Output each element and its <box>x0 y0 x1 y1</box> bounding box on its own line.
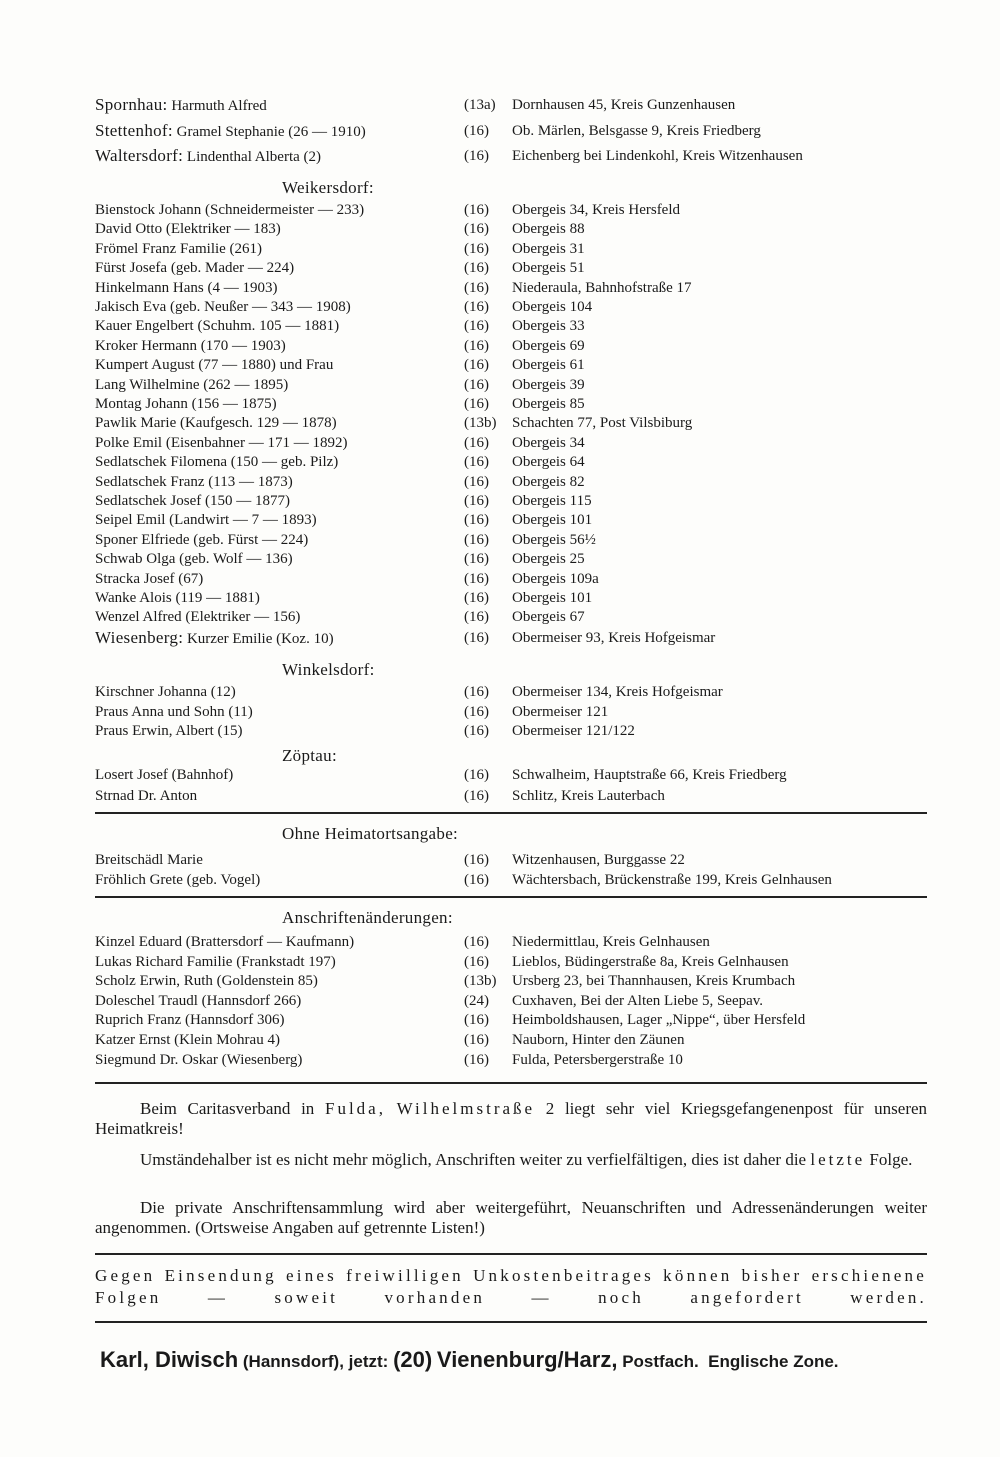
entry-name: Sponer Elfriede (geb. Fürst — 224) <box>95 531 309 548</box>
entry-row <box>0 628 1000 648</box>
postal-zone-code: (13a) <box>464 97 496 113</box>
entry-name: Siegmund Dr. Oskar (Wiesenberg) <box>95 1051 303 1068</box>
entry-address: Schwalheim, Hauptstraße 66, Kreis Friedberg <box>512 767 787 783</box>
entry-name: Praus Anna und Sohn (11) <box>95 703 253 720</box>
place-name: Stettenhof: <box>95 121 173 140</box>
entry-address: Obergeis 101 <box>512 512 593 529</box>
postal-zone-code: (16) <box>464 493 489 509</box>
entry-name: Kumpert August (77 — 1880) und Frau <box>95 357 334 374</box>
entry-address: Obergeis 64 <box>512 454 585 471</box>
postal-zone-code: (16) <box>464 299 489 315</box>
section-divider <box>95 1253 927 1255</box>
entry-row <box>0 95 1000 115</box>
postal-zone-code: (16) <box>464 872 489 888</box>
postal-zone-code: (16) <box>464 221 489 238</box>
postal-zone-code: (16) <box>464 123 489 139</box>
entry-name: Doleschel Traudl (Hannsdorf 266) <box>95 992 302 1009</box>
publisher-postfach: Postfach. <box>622 1352 699 1371</box>
postal-zone-code: (16) <box>464 609 489 626</box>
publisher-zone: Englische Zone. <box>708 1352 839 1371</box>
entry-row <box>0 702 1000 722</box>
entry-name: Sedlatschek Franz (113 — 1873) <box>95 473 293 490</box>
postal-zone-code: (16) <box>464 473 489 490</box>
entry-name: Praus Erwin, Albert (15) <box>95 723 243 739</box>
section-divider <box>95 1082 927 1084</box>
postal-zone-code: (16) <box>464 1032 489 1048</box>
publisher-footer <box>100 1345 930 1377</box>
postal-zone-code: (13b) <box>464 415 497 432</box>
postal-zone-code: (16) <box>464 703 489 720</box>
section-divider <box>95 896 927 898</box>
entry-address: Nauborn, Hinter den Zäunen <box>512 1032 685 1048</box>
entry-row <box>0 510 1000 530</box>
entry-name: Losert Josef (Bahnhof) <box>95 767 234 783</box>
postal-zone-code: (24) <box>464 992 489 1009</box>
entry-name: Lang Wilhelmine (262 — 1895) <box>95 376 289 393</box>
entry-row <box>0 971 1000 991</box>
entry-row <box>0 433 1000 453</box>
entry-name: Breitschädl Marie <box>95 852 203 868</box>
entry-address: Obermeiser 121 <box>512 703 609 720</box>
entry-name: Wenzel Alfred (Elektriker — 156) <box>95 609 301 626</box>
entry-row <box>0 549 1000 569</box>
publisher-origin: (Hannsdorf), jetzt: <box>242 1352 389 1371</box>
entry-address: Obergeis 56½ <box>512 531 596 548</box>
entry-address: Obergeis 104 <box>512 299 593 315</box>
entry-row <box>0 413 1000 433</box>
entry-address: Obergeis 82 <box>512 473 585 490</box>
postal-zone-code: (16) <box>464 434 489 451</box>
entry-name: Kauer Engelbert (Schuhm. 105 — 1881) <box>95 318 340 335</box>
entry-row <box>0 258 1000 278</box>
entry-address: Obergeis 115 <box>512 493 592 509</box>
postal-zone-code: (16) <box>464 767 489 783</box>
entry-row <box>0 991 1000 1011</box>
entry-name: Spornhau: Harmuth Alfred <box>95 95 267 114</box>
postal-zone-code: (16) <box>464 953 489 970</box>
entry-address: Obergeis 67 <box>512 609 585 626</box>
entry-name: Jakisch Eva (geb. Neußer — 343 — 1908) <box>95 299 351 315</box>
entry-row <box>0 121 1000 141</box>
entry-name: Wanke Alois (119 — 1881) <box>95 590 260 606</box>
entry-address: Obermeiser 121/122 <box>512 723 635 739</box>
postal-zone-code: (16) <box>464 357 489 374</box>
entry-address: Obergeis 85 <box>512 396 585 412</box>
entry-row <box>0 336 1000 356</box>
entry-address: Schlitz, Kreis Lauterbach <box>512 788 665 804</box>
entry-row <box>0 316 1000 336</box>
entry-row <box>0 1010 1000 1030</box>
entry-row <box>0 239 1000 259</box>
postal-zone-code: (16) <box>464 396 489 412</box>
entry-row <box>0 607 1000 627</box>
entry-name: Pawlik Marie (Kaufgesch. 129 — 1878) <box>95 415 337 432</box>
paragraph-anschriftensammlung: Die private Anschriftensammlung wird aber weitergeführt, Neuanschriften und Adressenänderungen weiter angenommen. (Ortsweise Angaben auf getrennte Listen!) <box>95 1198 927 1237</box>
entry-name: Strnad Dr. Anton <box>95 788 198 804</box>
entry-row <box>0 297 1000 317</box>
section-heading-ohne-heimatort: Ohne Heimatortsangabe: <box>282 824 459 843</box>
postal-zone-code: (16) <box>464 934 489 950</box>
entry-name: Montag Johann (156 — 1875) <box>95 396 277 412</box>
entry-address: Cuxhaven, Bei der Alten Liebe 5, Seepav. <box>512 992 764 1009</box>
entry-name: Stettenhof: Gramel Stephanie (26 — 1910) <box>95 121 366 140</box>
entry-address: Heimboldshausen, Lager „Nippe“, über Hersfeld <box>512 1012 806 1029</box>
section-heading-winkelsdorf: Winkelsdorf: <box>282 660 375 679</box>
entry-row <box>0 932 1000 952</box>
entry-row <box>0 870 1000 890</box>
postal-zone-code: (16) <box>464 788 489 804</box>
entry-name: Kroker Hermann (170 — 1903) <box>95 337 286 354</box>
entry-address: Witzenhausen, Burggasse 22 <box>512 852 685 868</box>
entry-name: Frömel Franz Familie (261) <box>95 240 263 257</box>
entry-row <box>0 786 1000 806</box>
entry-address: Lieblos, Büdingerstraße 8a, Kreis Gelnhausen <box>512 953 789 970</box>
place-name: Wiesenberg: <box>95 628 184 647</box>
paragraph-kriegsgefangenenpost: Beim Caritasverband in Fulda, Wilhelmstraße 2 liegt sehr viel Kriegsgefangenenpost für unseren Heimatkreis! <box>95 1099 928 1138</box>
entry-address: Niedermittlau, Kreis Gelnhausen <box>512 934 710 950</box>
section-heading-zoeptau: Zöptau: <box>282 746 337 765</box>
entry-address: Obergeis 34 <box>512 434 585 451</box>
place-name: Spornhau: <box>95 95 168 114</box>
entry-name: Sedlatschek Filomena (150 — geb. Pilz) <box>95 454 339 471</box>
paragraph-letzte-folge: Umständehalber ist es nicht mehr möglich, Anschriften weiter zu verfielfältigen, dies ist daher die letzte Folge. <box>140 1150 913 1169</box>
publisher-name: Karl, Diwisch <box>100 1347 239 1372</box>
place-name: Waltersdorf: <box>95 146 184 165</box>
postal-zone-code: (16) <box>464 148 489 164</box>
section-heading-weikersdorf: Weikersdorf: <box>282 178 374 197</box>
publisher-code: (20) <box>393 1347 433 1372</box>
entry-name: Sedlatschek Josef (150 — 1877) <box>95 493 290 509</box>
postal-zone-code: (16) <box>464 531 489 548</box>
postal-zone-code: (16) <box>464 260 489 277</box>
postal-zone-code: (16) <box>464 1012 489 1029</box>
entry-address: Fulda, Petersbergerstraße 10 <box>512 1051 683 1068</box>
postal-zone-code: (16) <box>464 279 489 296</box>
entry-row <box>0 491 1000 511</box>
entry-address: Obergeis 61 <box>512 357 585 374</box>
entry-address: Obergeis 51 <box>512 260 585 277</box>
entry-name: Fürst Josefa (geb. Mader — 224) <box>95 260 295 277</box>
postal-zone-code: (13b) <box>464 973 497 990</box>
entry-row <box>0 682 1000 702</box>
entry-name: Schwab Olga (geb. Wolf — 136) <box>95 551 293 568</box>
entry-name: Seipel Emil (Landwirt — 7 — 1893) <box>95 512 317 529</box>
entry-address: Obergeis 69 <box>512 337 585 354</box>
postal-zone-code: (16) <box>464 376 489 393</box>
entry-name: David Otto (Elektriker — 183) <box>95 221 281 238</box>
postal-zone-code: (16) <box>464 551 489 568</box>
entry-address: Ursberg 23, bei Thannhausen, Kreis Krumbach <box>512 973 796 990</box>
entry-address: Obergeis 88 <box>512 221 585 238</box>
entry-name: Wiesenberg: Kurzer Emilie (Koz. 10) <box>95 628 334 647</box>
entry-address: Ob. Märlen, Belsgasse 9, Kreis Friedberg <box>512 123 761 139</box>
entry-row <box>0 765 1000 785</box>
publisher-city: Vienenburg/Harz, <box>436 1347 618 1372</box>
entry-row <box>0 850 1000 870</box>
notice-unkostenbeitrag: Gegen Einsendung eines freiwilligen Unkostenbeitrages können bisher erschienene Folgen — soweit vorhanden — noch angefordert werden. <box>95 1266 927 1307</box>
entry-row <box>0 721 1000 741</box>
entry-row <box>0 588 1000 608</box>
entry-row <box>0 569 1000 589</box>
entry-row <box>0 375 1000 395</box>
entry-row <box>0 530 1000 550</box>
entry-row <box>0 278 1000 298</box>
entry-row <box>0 952 1000 972</box>
entry-address: Obergeis 25 <box>512 551 585 568</box>
entry-name: Lukas Richard Familie (Frankstadt 197) <box>95 953 336 970</box>
entry-address: Obergeis 101 <box>512 590 593 606</box>
entry-name: Scholz Erwin, Ruth (Goldenstein 85) <box>95 973 318 990</box>
entry-address: Niederaula, Bahnhofstraße 17 <box>512 279 692 296</box>
entry-name: Katzer Ernst (Klein Mohrau 4) <box>95 1032 280 1048</box>
entry-name: Stracka Josef (67) <box>95 570 204 587</box>
entry-address: Obergeis 34, Kreis Hersfeld <box>512 202 681 218</box>
entry-name: Polke Emil (Eisenbahner — 171 — 1892) <box>95 434 348 451</box>
entry-name: Bienstock Johann (Schneidermeister — 233) <box>95 202 365 218</box>
entry-row <box>0 1030 1000 1050</box>
entry-row <box>0 146 1000 166</box>
entry-address: Obermeiser 134, Kreis Hofgeismar <box>512 684 723 700</box>
entry-name: Kirschner Johanna (12) <box>95 684 236 700</box>
section-divider <box>95 812 927 814</box>
entry-address: Schachten 77, Post Vilsbiburg <box>512 415 693 432</box>
entry-address: Obergeis 33 <box>512 318 585 335</box>
entry-row <box>0 355 1000 375</box>
entry-row <box>0 394 1000 414</box>
entry-address: Obergeis 39 <box>512 376 585 393</box>
postal-zone-code: (16) <box>464 630 489 646</box>
postal-zone-code: (16) <box>464 337 489 354</box>
entry-address: Obergeis 109a <box>512 570 599 587</box>
entry-name: Fröhlich Grete (geb. Vogel) <box>95 872 261 888</box>
entry-address: Eichenberg bei Lindenkohl, Kreis Witzenhausen <box>512 148 803 164</box>
entry-address: Wächtersbach, Brückenstraße 199, Kreis Gelnhausen <box>512 872 832 888</box>
postal-zone-code: (16) <box>464 590 489 606</box>
entry-row <box>0 1050 1000 1070</box>
entry-name: Ruprich Franz (Hannsdorf 306) <box>95 1012 285 1029</box>
entry-address: Dornhausen 45, Kreis Gunzenhausen <box>512 97 736 113</box>
entry-name: Waltersdorf: Lindenthal Alberta (2) <box>95 146 322 165</box>
postal-zone-code: (16) <box>464 723 489 739</box>
entry-row <box>0 452 1000 472</box>
postal-zone-code: (16) <box>464 454 489 471</box>
entry-row <box>0 472 1000 492</box>
postal-zone-code: (16) <box>464 684 489 700</box>
section-divider <box>95 1321 927 1323</box>
entry-address: Obermeiser 93, Kreis Hofgeismar <box>512 630 716 646</box>
entry-row <box>0 219 1000 239</box>
postal-zone-code: (16) <box>464 1051 489 1068</box>
entry-name: Kinzel Eduard (Brattersdorf — Kaufmann) <box>95 934 355 950</box>
entry-name: Hinkelmann Hans (4 — 1903) <box>95 279 278 296</box>
entry-row <box>0 200 1000 220</box>
postal-zone-code: (16) <box>464 852 489 868</box>
postal-zone-code: (16) <box>464 570 489 587</box>
postal-zone-code: (16) <box>464 512 489 529</box>
section-heading-anschriftenaenderungen: Anschriftenänderungen: <box>282 908 453 927</box>
postal-zone-code: (16) <box>464 318 489 335</box>
postal-zone-code: (16) <box>464 240 489 257</box>
entry-address: Obergeis 31 <box>512 240 585 257</box>
postal-zone-code: (16) <box>464 202 489 218</box>
